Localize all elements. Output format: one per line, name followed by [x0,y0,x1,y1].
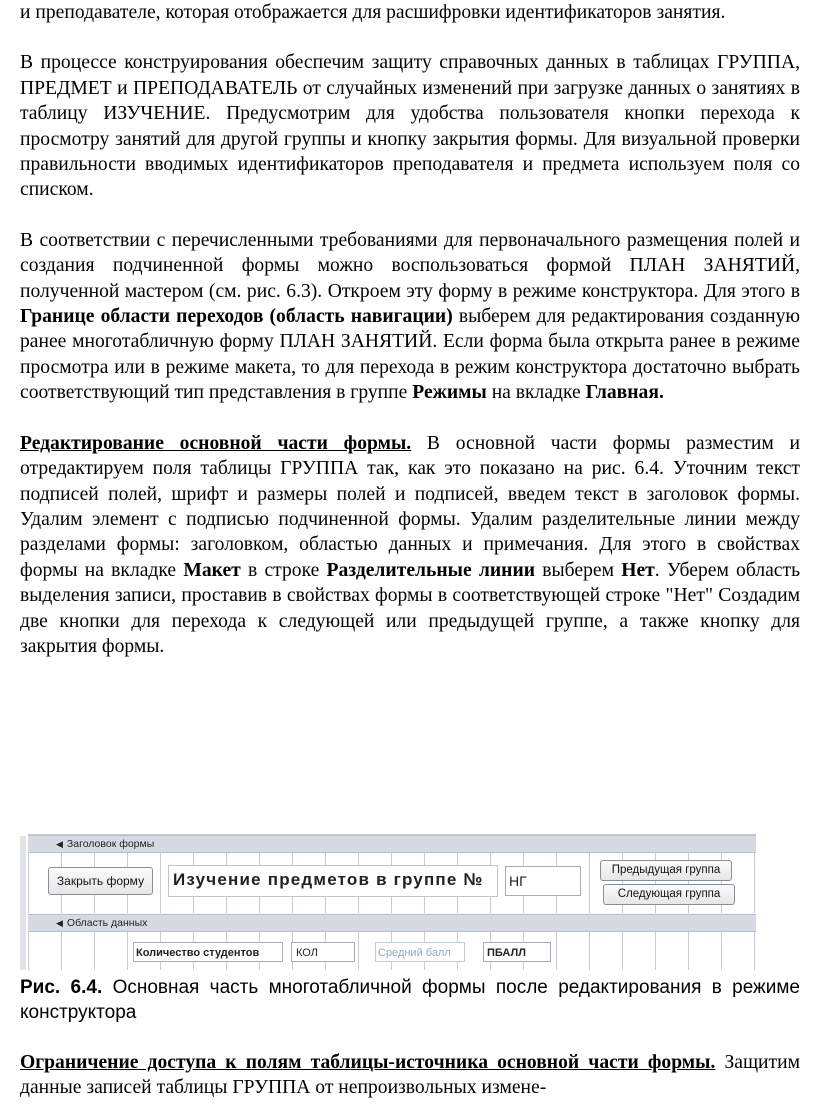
designer-ruler [28,822,756,835]
average-score-field[interactable]: ПБАЛЛ [483,942,551,962]
paragraph-intro: и преподавателе, которая отображается для расшифровки идентификаторов занятия. [20,2,726,23]
section-bar-label: Заголовок формы [66,838,155,850]
close-form-button[interactable]: Закрыть форму [48,867,153,895]
text-run: в строке [240,559,327,581]
section-heading-access: Ограничение доступа к полям таблицы-источника основной части формы. [20,1052,716,1073]
form-title-label[interactable]: Изучение предметов в группе № [168,865,498,897]
text-run: на вкладке [486,382,586,404]
paragraph-placement [20,228,800,406]
designer-left-strip [20,836,26,970]
text-run: выберем [535,559,622,581]
bold-term-home: Главная. [585,382,664,404]
bold-term-no: Нет [621,559,655,581]
section-marker-icon: ◀ [56,839,63,849]
text-run: В соответствии с перечисленными требованиями для первоначального размещения полей и создания подчиненной формы можно воспользоваться формой ПЛАН ЗАНЯТИЙ, полученной мастером (см. рис. 6.3). Откроем эту форму в режиме конструктора. Для этого в [20,229,800,302]
form-designer-screenshot [20,822,756,970]
group-number-field[interactable]: НГ [505,866,581,896]
next-group-button[interactable]: Следующая группа [603,884,735,905]
average-score-label: Средний балл [375,942,465,962]
figure-caption-text: Основная часть многотабличной формы после редактирования в режиме конструктора [20,977,801,1023]
section-bar-header[interactable] [28,835,756,853]
document-body [20,0,800,659]
section-heading-editing: Редактирование основной части формы. [20,432,412,454]
text-run: В основной части формы разместим и отредактируем поля таблицы ГРУППА так, как это показано на рис. 6.4. Уточним текст подписей полей, шрифт и размеры полей и подписей, введем текст в заголовок формы. Удалим элемент с подписью подчиненной формы. Удалим разделительные линии между разделами формы: заголовком, областью данных и примечания. Для этого в свойствах формы на вкладке [20,432,800,581]
bold-term-dividers: Разделительные линии [326,559,536,581]
student-count-field[interactable]: КОЛ [291,942,355,962]
section-marker-icon: ◀ [56,918,63,928]
section-bar-label: Область данных [66,917,148,929]
paragraph-editing [20,431,800,660]
text-run: выберем для редактирования созданную ранее многотабличную форму ПЛАН ЗАНЯТИЙ. Если форма была открыта ранее в режиме просмотра или в режиме макета, то для перехода в режим конструктора достаточно выбрать соответствующий тип представления в группе [20,306,801,404]
paragraph-protection: В процессе конструирования обеспечим защиту справочных данных в таблицах ГРУППА, ПРЕДМЕТ и ПРЕПОДАВАТЕЛЬ от случайных изменений при загрузке данных о занятиях в таблицу ИЗУЧЕНИЕ. Предусмотрим для удобства пользователя кнопки перехода к просмотру занятий для другой группы и кнопку закрытия формы. Для визуальной проверки правильности вводимых идентификаторов преподавателя и предмета используем поля со списком. [20,52,800,201]
previous-group-button[interactable]: Предыдущая группа [600,860,732,881]
figure-number: Рис. 6.4. [20,977,103,998]
figure-caption [20,975,800,1025]
text-run: . Уберем область выделения записи, проставив в свойствах формы в соответствующей строке "Нет" Создадим две кнопки для перехода к следующей или предыдущей группе, а также кнопку для закрытия формы. [20,559,801,657]
section-bar-data[interactable] [28,914,756,932]
text-run: Защитим данные записей таблицы ГРУППА от непроизвольных измене- [20,1052,800,1099]
bold-term-layout: Макет [183,559,241,581]
bold-term-modes: Режимы [412,382,487,404]
paragraph-access [20,1050,800,1101]
document-tail [20,1050,800,1101]
bold-term-navigation: Границе области переходов (область навигации) [20,306,453,328]
student-count-label: Количество студентов [133,942,283,962]
